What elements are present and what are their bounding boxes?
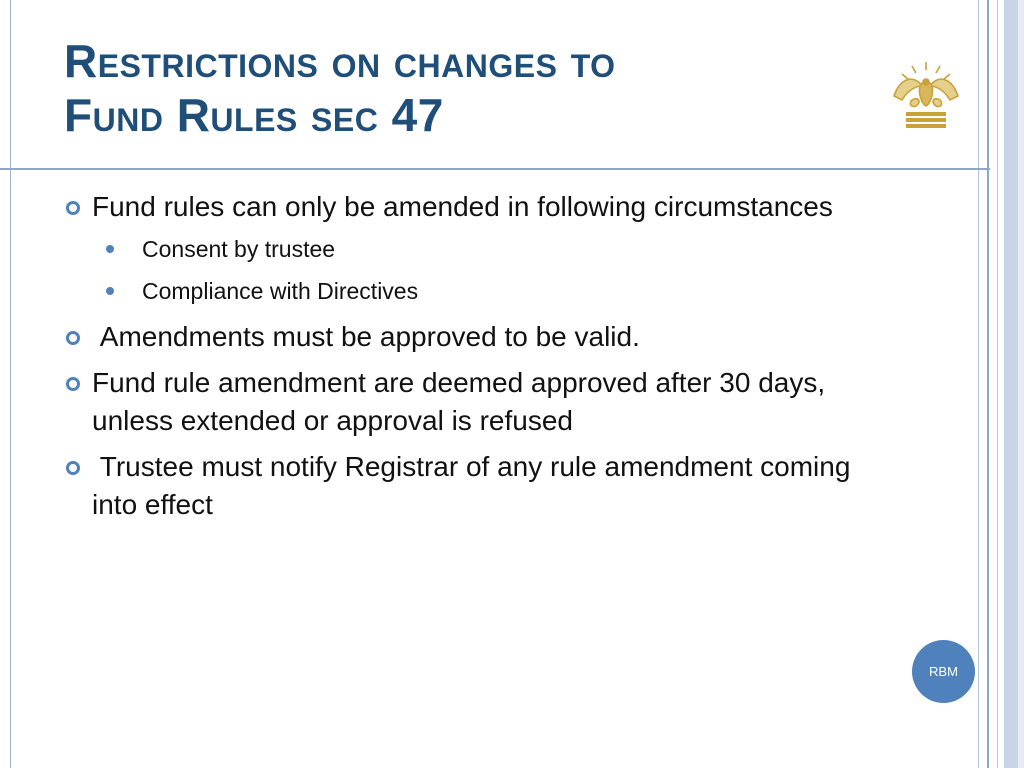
bullet-text: Fund rules can only be amended in following circumstances: [92, 191, 833, 222]
ring-bullet-icon: [66, 461, 80, 475]
dot-bullet-icon: [106, 287, 114, 295]
title-divider: [0, 168, 990, 170]
slide-title-line: Restrictions on changes to: [64, 35, 616, 87]
sub-bullet-text: Consent by trustee: [142, 236, 336, 262]
sub-bullet-item: [60, 234, 880, 264]
bullet-item: [60, 364, 880, 440]
bullet-text: Fund rule amendment are deemed approved after 30 days, unless extended or approval is refused: [92, 367, 826, 436]
dot-bullet-icon: [106, 245, 114, 253]
right-border-line: [987, 0, 989, 768]
right-border-band: [1004, 0, 1018, 768]
bullet-item: [60, 318, 880, 356]
right-border-line: [978, 0, 979, 768]
right-border-band: [1018, 0, 1024, 768]
ring-bullet-icon: [66, 331, 80, 345]
ring-bullet-icon: [66, 201, 80, 215]
rbm-badge: RBM: [912, 640, 975, 703]
slide-title-line: Fund Rules sec 47: [64, 89, 444, 141]
sub-bullet-text: Compliance with Directives: [142, 278, 419, 304]
bullet-item: [60, 188, 880, 226]
bullet-list: [60, 188, 880, 532]
left-border-line: [10, 0, 11, 768]
bullet-item: [60, 448, 880, 524]
sub-bullet-item: [60, 276, 880, 306]
coat-of-arms-emblem-icon: [882, 56, 970, 134]
right-border-line: [997, 0, 998, 768]
slide-title: [64, 34, 824, 142]
ring-bullet-icon: [66, 377, 80, 391]
bullet-text: Amendments must be approved to be valid.: [92, 321, 640, 352]
bullet-text: Trustee must notify Registrar of any rule amendment coming into effect: [92, 451, 859, 520]
